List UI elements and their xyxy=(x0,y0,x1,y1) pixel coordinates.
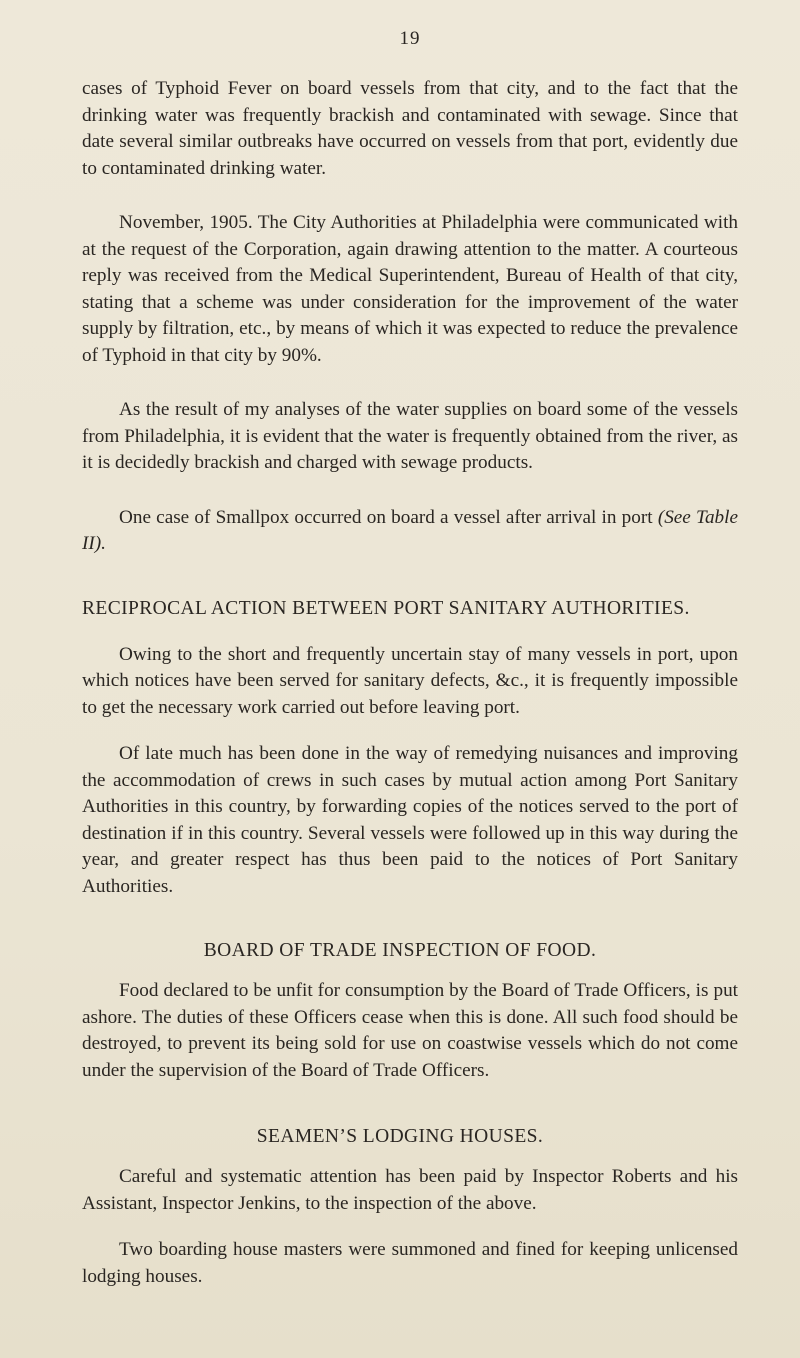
paragraph-boarding-masters: Two boarding house masters were summoned and fined for keeping unlicensed lodging houses. xyxy=(82,1239,738,1287)
paragraph-typhoid-cases: cases of Typhoid Fever on board vessels from that city, and to the fact that the drinking water was frequently brackish and contaminated with sewage. Since that date several similar outbreaks have occurred on vessels from that port, evidently due to contaminated drinking water. xyxy=(82,78,738,179)
heading-seamens-lodging: SEAMEN’S LODGING HOUSES. xyxy=(256,1126,544,1147)
paragraph-november-1905: November, 1905. The City Authorities at Philadelphia were communicated with at the request of the Corporation, again drawing attention to the matter. A courteous reply was received from the Medical Superintendent, Bureau of Health of that city, stating that a scheme was under consideration for the improvement of the water supply by filtration, etc., by means of which it was expected to reduce the prevalence of Typhoid in that city by 90%. xyxy=(82,212,738,366)
paragraph-smallpox xyxy=(82,505,738,558)
paragraph-inspectors: Careful and systematic attention has been paid by Inspector Roberts and his Assistant, Inspector Jenkins, to the inspection of the above. xyxy=(82,1166,738,1214)
heading-reciprocal-action: RECIPROCAL ACTION BETWEEN PORT SANITARY AUTHORITIES. xyxy=(82,597,690,619)
paragraph-mutual-action: Of late much has been done in the way of remedying nuisances and improving the accommodation of crews in such cases by mutual action among Port Sanitary Authorities in this country, by forwarding copies of the notices served to the port of destination if in this country. Several vessels were followed up in this way during the year, and greater respect has thus been paid to the notices of Port Sanitary Authorities. xyxy=(82,743,738,897)
paragraph-unfit-food: Food declared to be unfit for consumption by the Board of Trade Officers, is put ashore. The duties of these Officers cease when this is done. All such food should be destroyed, to prevent its being sold for use on coastwise vessels which do not come under the supervision of the Board of Trade Officers. xyxy=(82,980,738,1081)
smallpox-text: One case of Smallpox occurred on board a vessel after arrival in port xyxy=(119,506,658,528)
paragraph-analyses-result: As the result of my analyses of the water supplies on board some of the vessels from Philadelphia, it is evident that the water is frequently obtained from the river, as it is decidedly brackish and charged with sewage products. xyxy=(82,399,738,473)
paragraph-short-stay: Owing to the short and frequently uncertain stay of many vessels in port, upon which notices have been served for sanitary defects, &c., it is frequently impossible to get the necessary work carried out before leaving port. xyxy=(82,643,738,718)
page-number: 19 xyxy=(399,28,421,49)
heading-food-inspection: BOARD OF TRADE INSPECTION OF FOOD. xyxy=(203,940,597,961)
table-reference: (See Table II). xyxy=(82,506,738,554)
